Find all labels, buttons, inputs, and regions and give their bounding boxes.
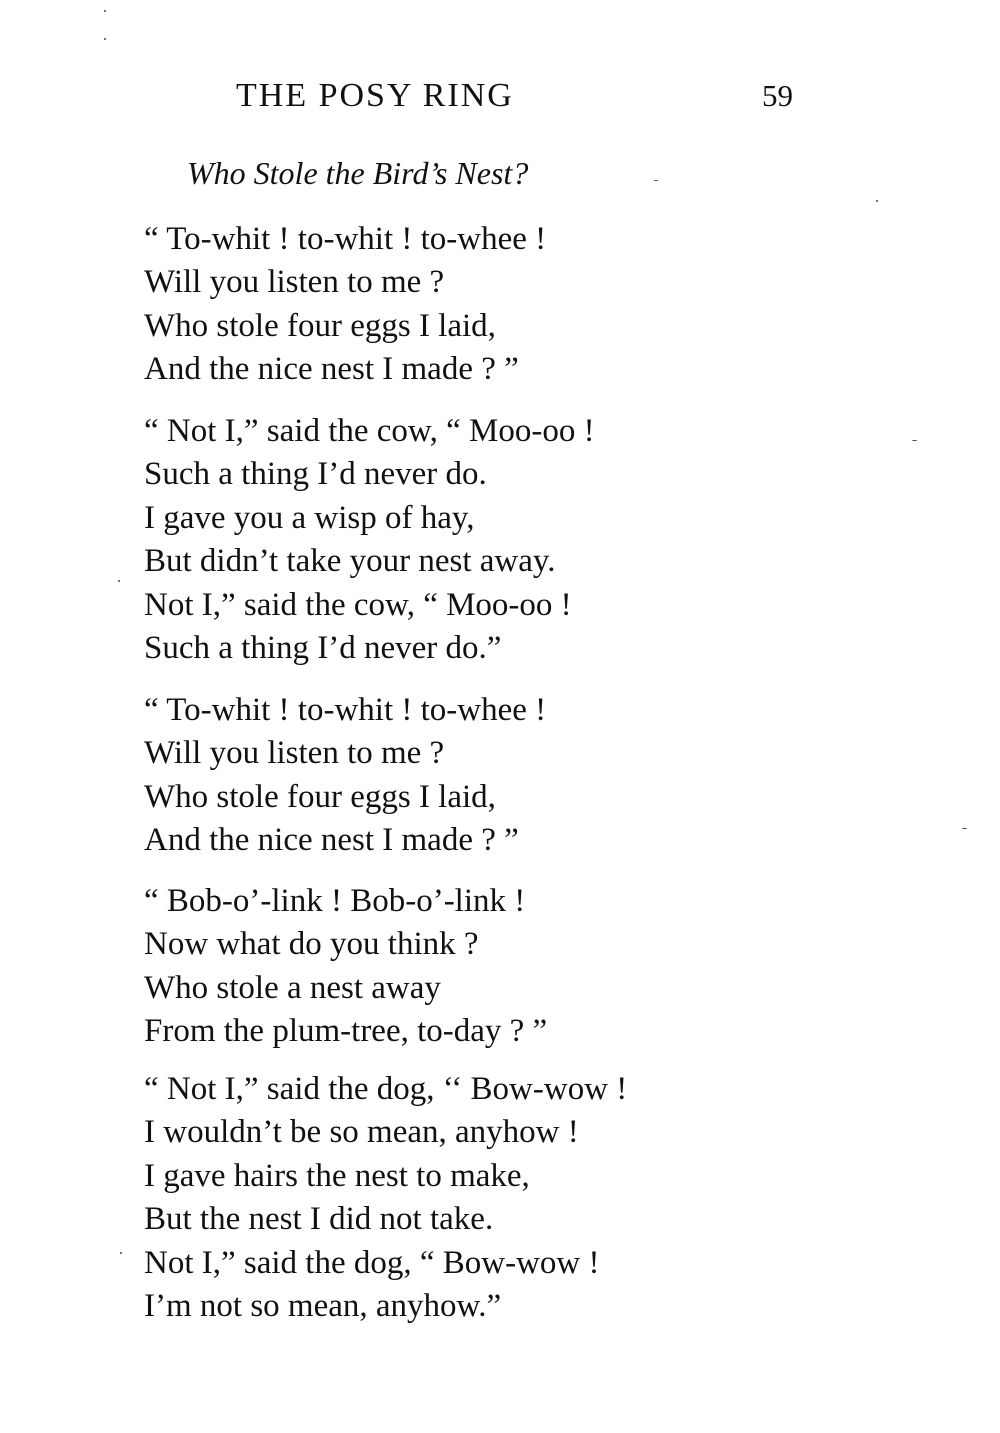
poem-line: “ Not I,” said the dog, ‘‘ Bow-wow ! bbox=[144, 1071, 628, 1107]
poem-line: And the nice nest I made ? ” bbox=[144, 822, 519, 859]
poem-line: Not I,” said the cow, “ Moo-oo ! bbox=[144, 586, 572, 623]
poem-title: Who Stole the Bird’s Nest? bbox=[187, 155, 529, 191]
scan-speck bbox=[104, 38, 106, 40]
poem-line: “ Not I,” said the cow, “ Moo-oo ! bbox=[144, 413, 595, 449]
scan-speck bbox=[912, 440, 917, 441]
poem-line: Such a thing I’d never do.” bbox=[144, 630, 502, 667]
poem-line: “ To-whit ! to-whit ! to-whee ! bbox=[144, 221, 547, 257]
running-title: THE POSY RING bbox=[236, 77, 514, 114]
poem-line: Who stole four eggs I laid, bbox=[144, 307, 496, 344]
poem-line: Who stole a nest away bbox=[144, 969, 441, 1006]
poem-line: “ Bob-o’-link ! Bob-o’-link ! bbox=[144, 883, 526, 919]
poem-line: I wouldn’t be so mean, anyhow ! bbox=[144, 1114, 579, 1151]
poem-line: “ To-whit ! to-whit ! to-whee ! bbox=[144, 692, 547, 728]
scan-speck bbox=[962, 828, 967, 829]
poem-line: And the nice nest I made ? ” bbox=[144, 351, 519, 388]
scan-speck bbox=[654, 180, 658, 181]
poem-line: But didn’t take your nest away. bbox=[144, 543, 556, 580]
scan-speck bbox=[876, 200, 878, 202]
poem-line: I gave hairs the nest to make, bbox=[144, 1157, 530, 1194]
stanza-2 bbox=[144, 410, 864, 670]
poem-line: But the nest I did not take. bbox=[144, 1201, 494, 1238]
poem-line: Will you listen to me ? bbox=[144, 264, 445, 301]
stanza-1 bbox=[144, 218, 864, 392]
poem-line: From the plum-tree, to-day ? ” bbox=[144, 1013, 548, 1050]
page-number: 59 bbox=[762, 78, 793, 113]
poem-line: I gave you a wisp of hay, bbox=[144, 499, 475, 536]
poem-line: Such a thing I’d never do. bbox=[144, 456, 487, 493]
poem-line: Who stole four eggs I laid, bbox=[144, 778, 496, 815]
scan-speck bbox=[104, 10, 106, 12]
poem-line: Not I,” said the dog, “ Bow-wow ! bbox=[144, 1244, 600, 1281]
poem-line: I’m not so mean, anyhow.” bbox=[144, 1288, 502, 1325]
stanza-4 bbox=[144, 880, 864, 1054]
poem-line: Will you listen to me ? bbox=[144, 735, 445, 772]
scan-speck bbox=[120, 1252, 122, 1254]
scan-speck bbox=[118, 580, 120, 582]
stanza-3 bbox=[144, 689, 864, 863]
poem-line: Now what do you think ? bbox=[144, 926, 479, 963]
stanza-5 bbox=[144, 1068, 864, 1328]
